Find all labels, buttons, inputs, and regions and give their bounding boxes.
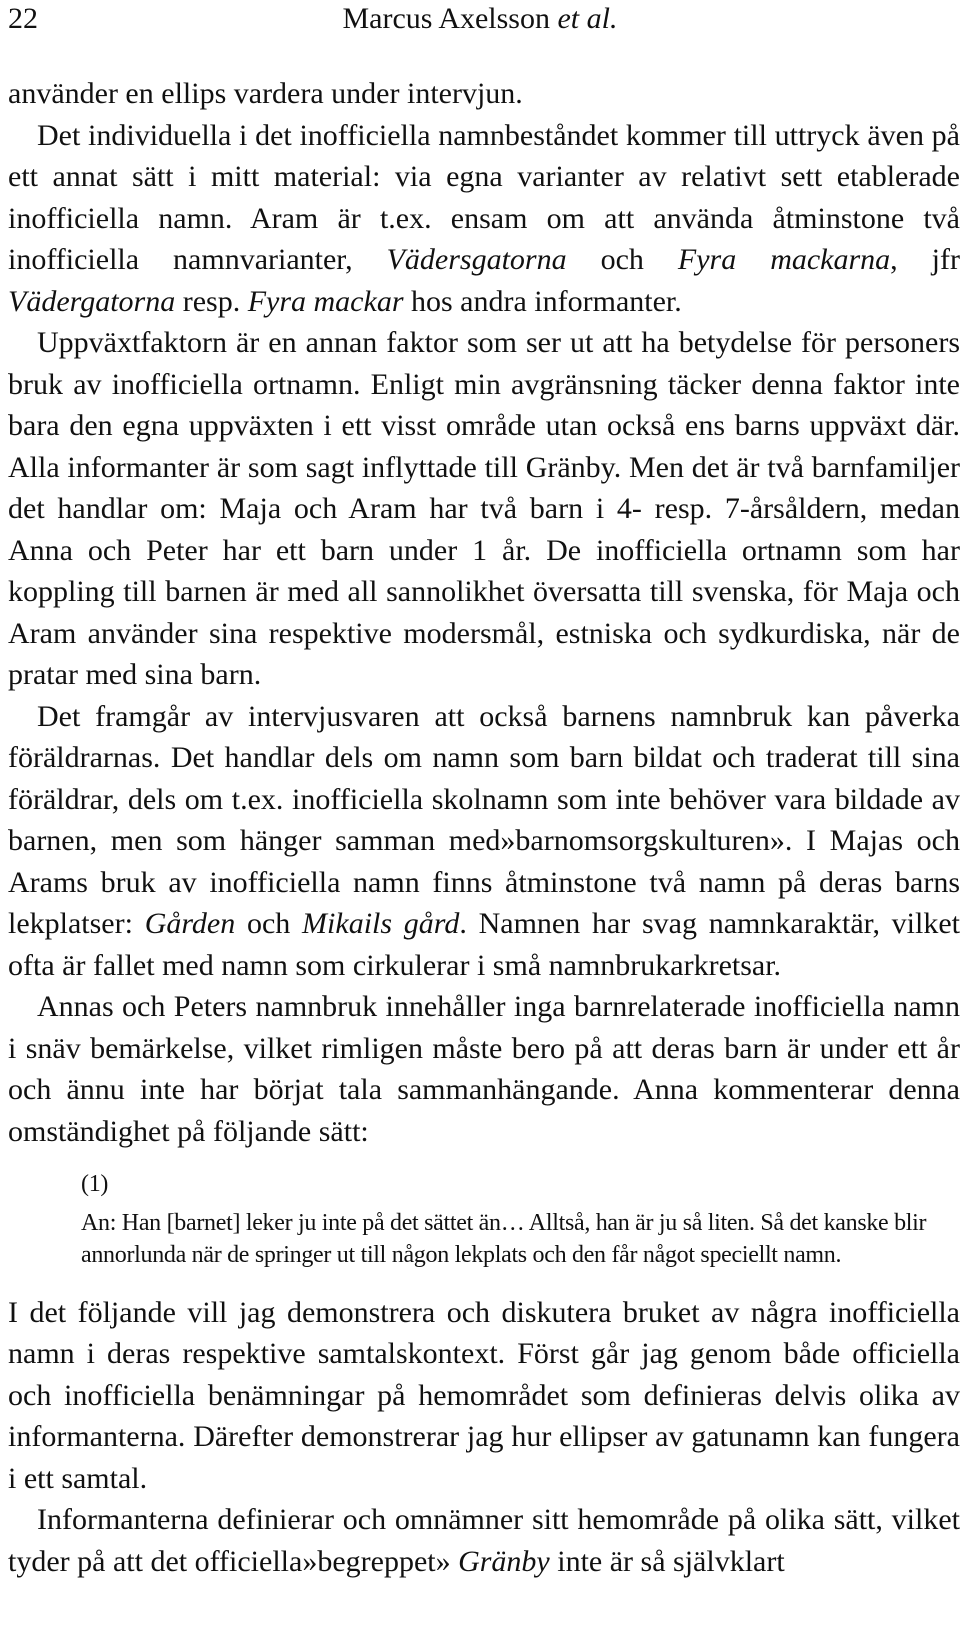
interview-example <box>81 1168 960 1272</box>
paragraph <box>8 73 960 115</box>
et-al: et al. <box>557 2 618 35</box>
example-quote: An: Han [barnet] leker ju inte på det sättet än… Alltså, han är ju så liten. Så det kanske blir annorlunda när de springer ut till någon lekplats och den får något speciellt namn. <box>81 1209 927 1268</box>
text-segment: Det framgår av intervjusvaren att också barnens namnbruk kan påverka föräldrarnas. Det handlar dels om namn som barn bildat och traderat till sina föräldrar, dels om t.ex. inofficiella skolnamn som inte behöver vara bildade av barnen, men som hänger samman med»barnomsorgskulturen». I Majas och Arams bruk av inofficiella namn finns åtminstone två namn på deras barns lekplatser: <box>8 699 960 940</box>
italic-name: Vädergatorna <box>8 284 176 318</box>
text-segment: Uppväxtfaktorn är en annan faktor som ser ut att ha betydelse för personers bruk av inofficiella ortnamn. Enligt min avgränsning täcker denna faktor inte bara den egna uppväxten i ett visst område utan också ens barns uppväxt där. Alla informanter är som sagt inflyttade till Gränby. Men det är två barnfamiljer det handlar om: Maja och Aram har två barn i 4- resp. 7-årsåldern, medan Anna och Peter har ett barn under 1 år. De inofficiella ortnamn som har koppling till barnen är med all sannolikhet översatta till svenska, för Maja och Aram använder sina respektive modersmål, estniska och sydkurdiska, när de pratar med sina barn. <box>8 326 960 691</box>
example-number: (1) <box>81 1171 109 1197</box>
text-segment: och <box>235 907 303 940</box>
paragraph <box>8 986 960 1152</box>
text-segment: använder en ellips vardera under intervjun. <box>8 77 523 110</box>
italic-name: Fyra mackar <box>247 284 404 318</box>
italic-name: Gården <box>144 907 236 940</box>
text-segment: , jfr <box>890 243 960 276</box>
page-number: 22 <box>8 2 38 35</box>
paragraph <box>8 1499 960 1582</box>
paragraph <box>8 1292 960 1500</box>
running-head <box>0 2 960 36</box>
text-segment: I det följande vill jag demonstrera och diskutera bruket av några inofficiella namn i deras respektive samtalskontext. Först går jag genom både officiella och inofficiella benämningar på hemområdet som definieras delvis olika av informanterna. Därefter demonstrerar jag hur ellipser av gatunamn kan fungera i ett samtal. <box>8 1295 960 1495</box>
text-segment: Informanterna definierar och omnämner sitt hemområde på olika sätt, vilket tyder på att det officiella»begreppet» <box>8 1503 960 1578</box>
text-segment: och <box>566 243 678 276</box>
author-name: Marcus Axelsson <box>342 2 550 35</box>
paragraph <box>8 696 960 987</box>
text-segment: Annas och Peters namnbruk innehåller inga barnrelaterade inofficiella namn i snäv bemärkelse, vilket rimligen måste bero på att deras barn är under ett år och ännu inte har börjat tala sammanhängande. Anna kommenterar denna omständighet på följande sätt: <box>8 990 960 1148</box>
running-header <box>0 0 960 40</box>
paragraph <box>8 322 960 696</box>
text-segment: . Namnen har svag namnkaraktär, vilket ofta är fallet med namn som cirkulerar i små namnbrukarkretsar. <box>8 907 960 982</box>
text-segment: resp. <box>175 284 248 318</box>
text-segment: Det individuella i det inofficiella namnbeståndet kommer till uttryck även på ett annat sätt i mitt material: via egna varianter av relativt sett etablerade inofficiella namn. Aram är t.ex. ensam om att använda åtminstone två inofficiella namnvarianter, <box>8 118 960 276</box>
italic-name: Vädersgatorna <box>386 243 567 276</box>
italic-name: Fyra mackarna <box>677 243 891 276</box>
paragraph <box>8 115 960 323</box>
italic-name: Mikails gård <box>302 907 460 940</box>
body-text <box>8 73 960 1582</box>
text-segment: inte är så självklart <box>549 1544 785 1578</box>
italic-name: Gränby <box>458 1544 550 1578</box>
text-segment: hos andra informanter. <box>403 284 682 318</box>
